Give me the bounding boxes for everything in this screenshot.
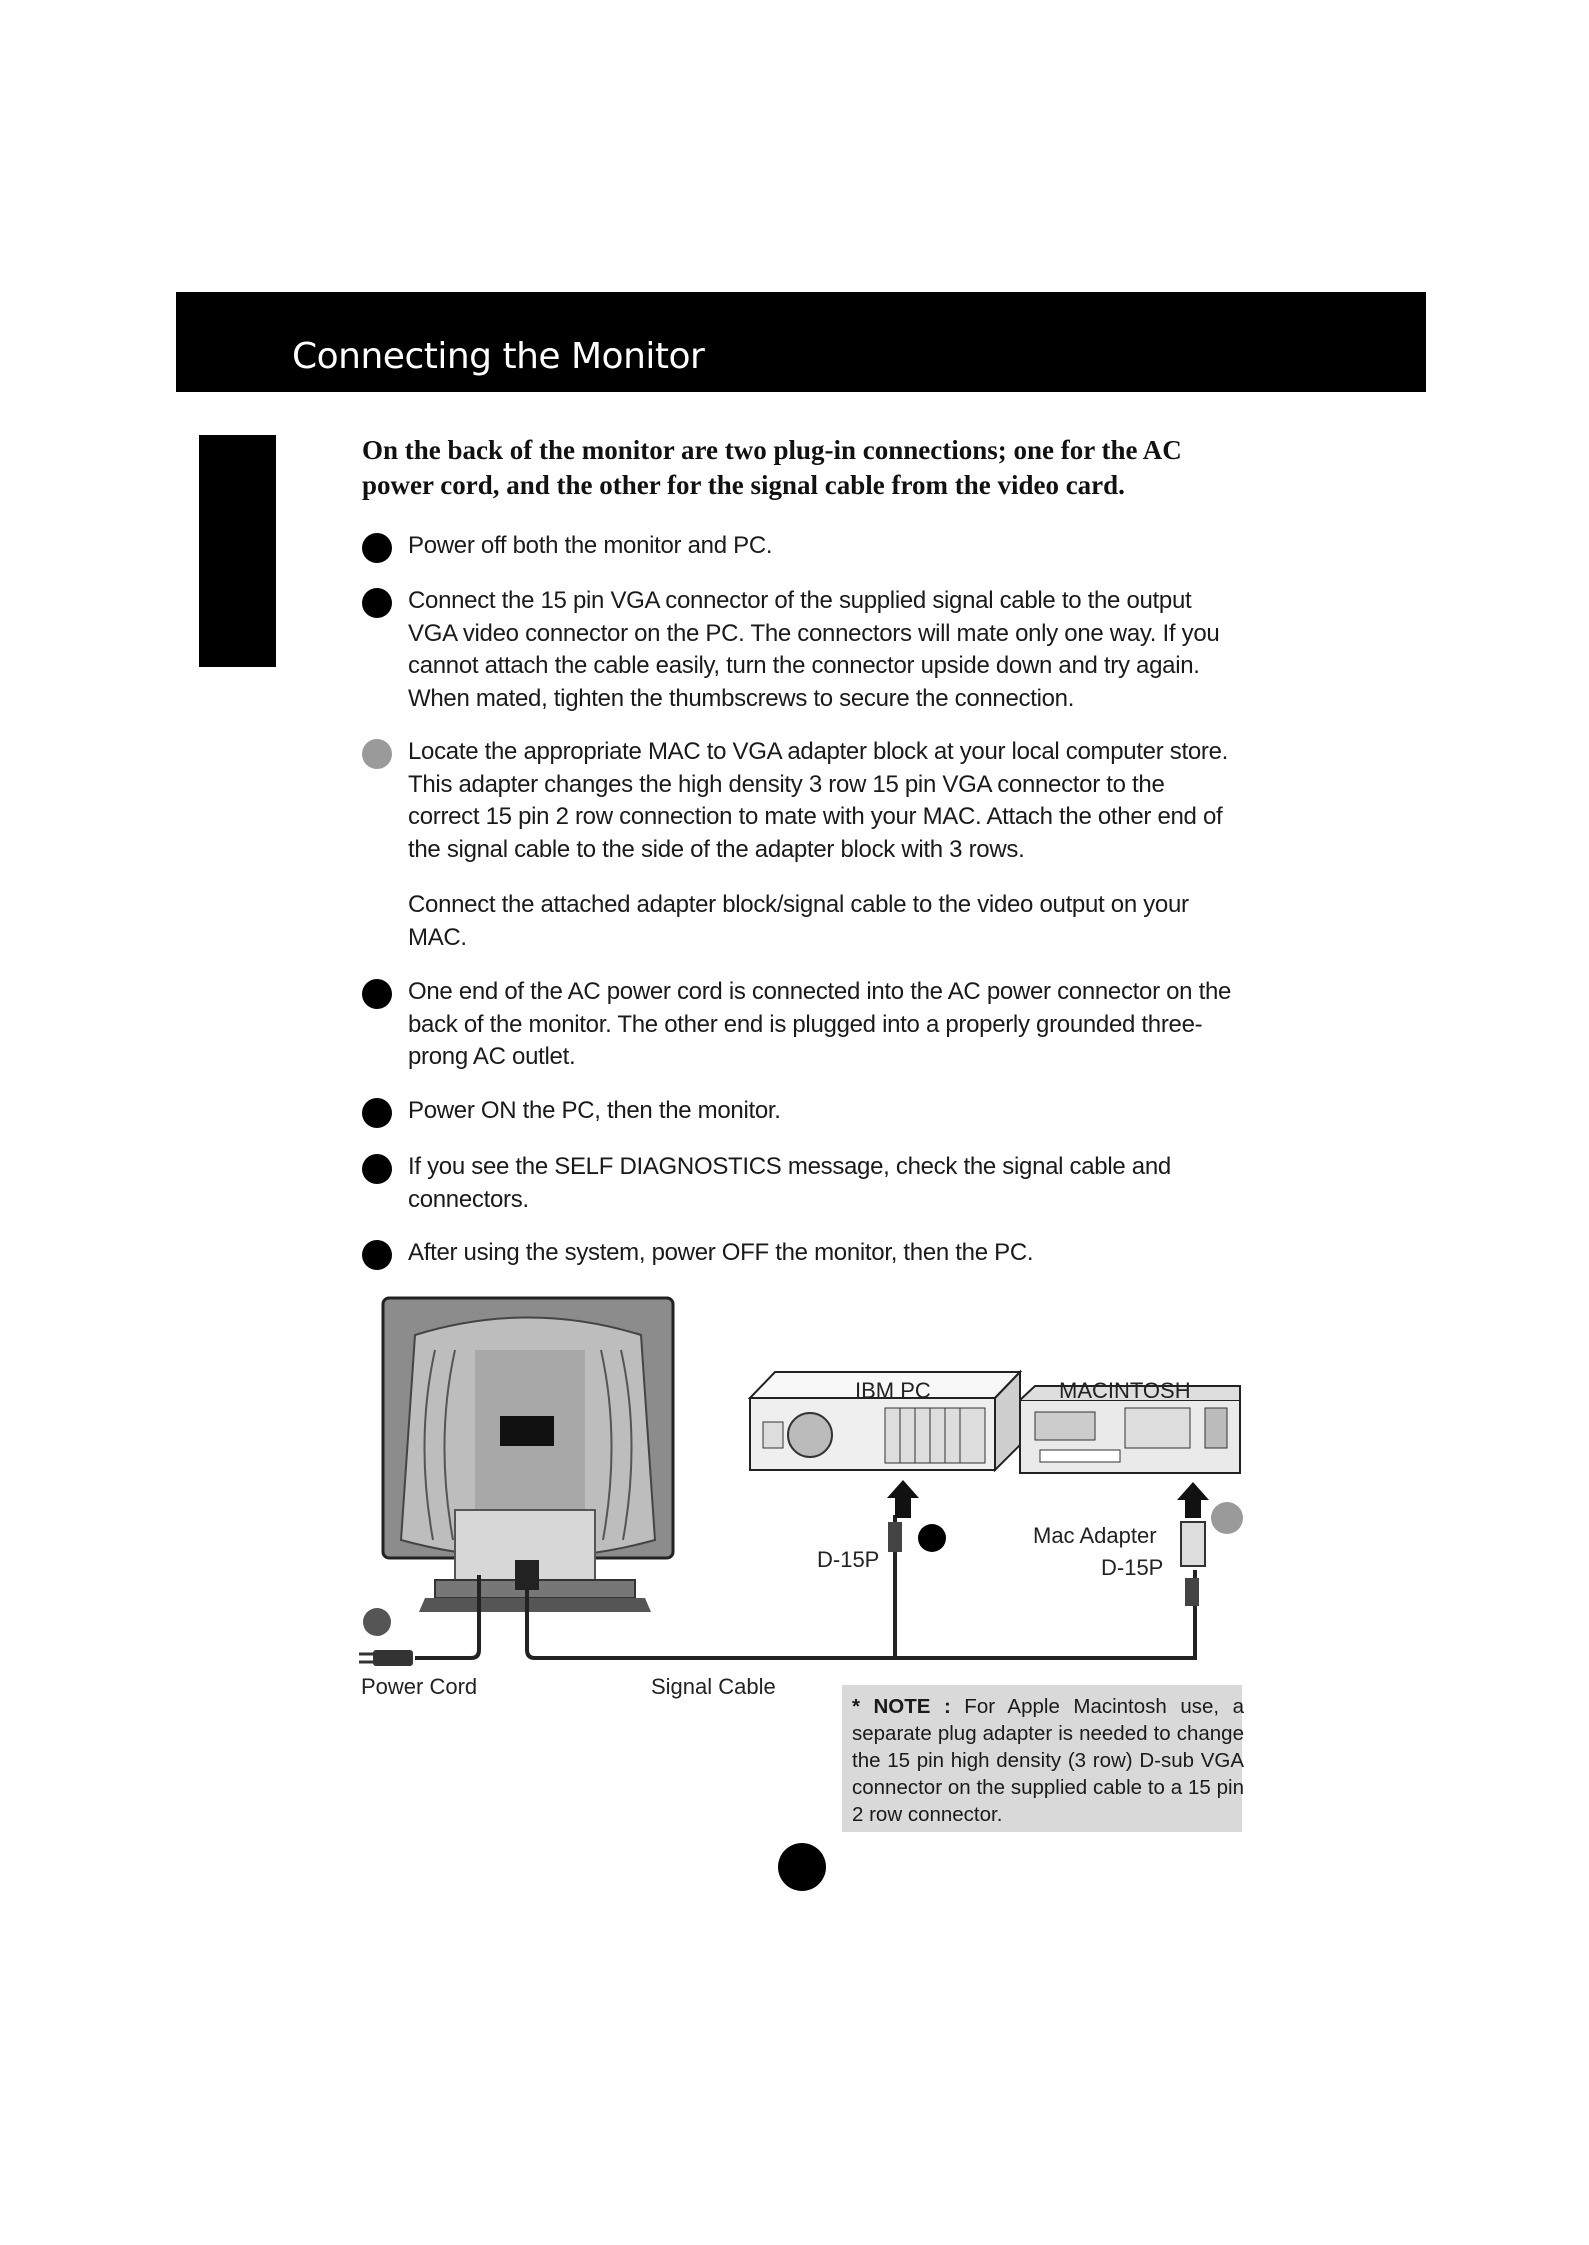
intro-text: On the back of the monitor are two plug-in connections; one for the AC power cord, and the other for the signal cable from the video card. — [362, 435, 1182, 500]
d15p-pc-label: D-15P — [817, 1547, 880, 1572]
bullet-dot — [362, 739, 392, 769]
note-prefix: * NOTE : — [852, 1695, 951, 1718]
power-plug-illustration — [359, 1608, 413, 1666]
step-text: Locate the appropriate MAC to VGA adapter block at your local computer store. This adapter changes the high density 3 row 15 pin VGA connector to the correct 15 pin 2 row connection to mate with your MAC. Attach the other end of the signal cable to the side of the adapter block with 3 rows. — [408, 738, 1229, 863]
step-text: Power ON the PC, then the monitor. — [408, 1097, 781, 1124]
bullet-dot — [362, 1154, 392, 1184]
step-text: Connect the 15 pin VGA connector of the supplied signal cable to the output VGA video connector on the PC. The connectors will mate only one way. If you cannot attach the cable easily, turn the connector upside down and try again. When mated, tighten the thumbscrews to secure the connection. — [408, 587, 1220, 712]
step-item — [362, 736, 1242, 866]
step-item — [362, 585, 1242, 715]
note-text — [852, 1693, 1244, 1828]
signal-cable-label: Signal Cable — [651, 1674, 776, 1699]
step-text: Connect the attached adapter block/signal cable to the video output on your MAC. — [408, 891, 1189, 951]
bullet-dot — [362, 533, 392, 563]
note-body: For Apple Macintosh use, a separate plug adapter is needed to change the 15 pin high density (3 row) D-sub VGA connector on the supplied cable to a 15 pin 2 row connector. — [852, 1695, 1244, 1826]
header-bar — [176, 292, 1426, 392]
step-text: One end of the AC power cord is connected into the AC power connector on the back of the monitor. The other end is plugged into a properly grounded three-prong AC outlet. — [408, 978, 1232, 1070]
step-item — [362, 976, 1242, 1074]
page-number-dot — [778, 1843, 826, 1891]
mac-adapter-label: Mac Adapter — [1033, 1523, 1157, 1548]
bullet-dot — [362, 1240, 392, 1270]
bullet-dot — [362, 979, 392, 1009]
d15p-mac-label: D-15P — [1101, 1555, 1164, 1580]
step-item — [362, 1095, 1242, 1128]
monitor-back-illustration — [383, 1298, 673, 1612]
step-item — [362, 1151, 1242, 1216]
power-cord-label: Power Cord — [361, 1674, 478, 1699]
step-text: After using the system, power OFF the monitor, then the PC. — [408, 1239, 1034, 1266]
bullet-dot — [362, 1098, 392, 1128]
connection-diagram — [355, 1290, 1255, 1710]
section-tab — [199, 435, 276, 667]
step-item — [362, 1237, 1242, 1270]
page-title: Connecting the Monitor — [292, 336, 705, 377]
step-text: If you see the SELF DIAGNOSTICS message, check the signal cable and connectors. — [408, 1153, 1171, 1213]
ibm-pc-label: IBM PC — [855, 1378, 931, 1403]
step-item — [362, 530, 1242, 563]
step-item — [362, 889, 1242, 954]
macintosh-label: MACINTOSH — [1059, 1378, 1191, 1403]
step-text: Power off both the monitor and PC. — [408, 532, 773, 559]
bullet-dot — [362, 588, 392, 618]
note-box — [842, 1685, 1242, 1832]
